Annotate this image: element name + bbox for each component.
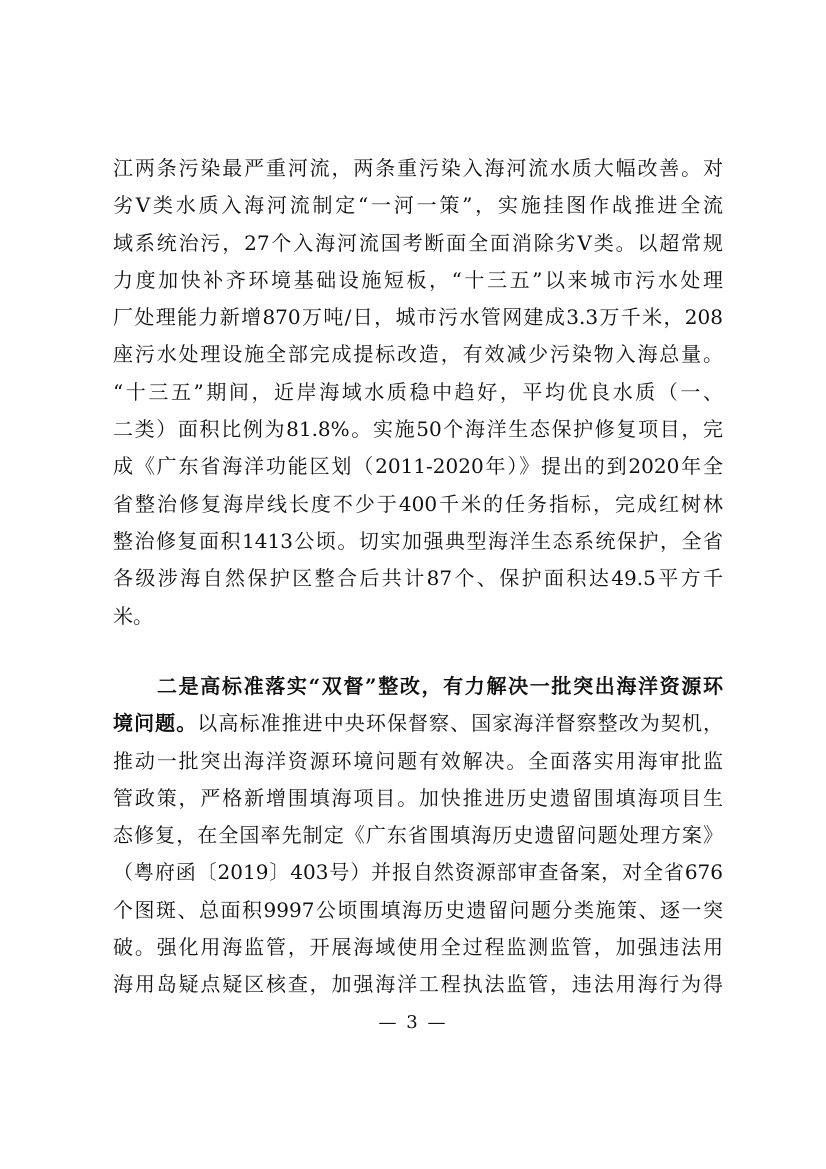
text-line: 米。 xyxy=(113,603,153,628)
text-line: 各级涉海自然保护区整合后共计87个、保护面积达49.5平方千 xyxy=(113,566,723,591)
paragraph-2 xyxy=(113,668,723,1004)
text-line xyxy=(113,705,723,742)
text-line: 破。强化用海监管，开展海域使用全过程监测监管，加强违法用 xyxy=(113,935,723,960)
text-line: （粤府函〔2019〕403号）并报自然资源部审查备案，对全省676 xyxy=(113,860,723,885)
section-heading-line: 二是高标准落实“双督”整改，有力解决一批突出海洋资源环 xyxy=(157,674,723,698)
text-line: 推动一批突出海洋资源环境问题有效解决。全面落实用海审批监 xyxy=(113,748,723,773)
text-run: 以高标准推进中央环保督察、国家海洋督察整改为契机， xyxy=(197,711,724,736)
page-number: — 3 — xyxy=(378,1012,448,1033)
text-line: 个图斑、总面积9997公顷围填海历史遗留问题分类施策、逐一突 xyxy=(113,897,723,922)
text-line: 江两条污染最严重河流，两条重污染入海河流水质大幅改善。对 xyxy=(113,156,723,180)
section-heading-end: 境问题。 xyxy=(113,711,198,736)
text-line: 成《广东省海洋功能区划（2011-2020年）》提出的到2020年全 xyxy=(113,454,723,479)
text-line: 态修复，在全国率先制定《广东省围填海历史遗留问题处理方案》 xyxy=(113,823,723,848)
text-line: 管政策，严格新增围填海项目。加快推进历史遗留围填海项目生 xyxy=(113,785,723,810)
text-line: 省整治修复海岸线长度不少于400千米的任务指标，完成红树林 xyxy=(113,491,723,516)
text-line: 劣Ⅴ类水质入海河流制定“一河一策”，实施挂图作战推进全流 xyxy=(113,193,723,218)
paragraph-1 xyxy=(113,150,723,635)
text-line: 座污水处理设施全部完成提标改造，有效减少污染物入海总量。 xyxy=(113,342,723,367)
text-line: “十三五”期间，近岸海域水质稳中趋好，平均优良水质（一、 xyxy=(113,379,723,404)
text-line: 域系统治污，27个入海河流国考断面全面消除劣Ⅴ类。以超常规 xyxy=(113,230,723,255)
text-line: 力度加快补齐环境基础设施短板，“十三五”以来城市污水处理 xyxy=(113,267,723,292)
text-line: 厂处理能力新增870万吨/日，城市污水管网建成3.3万千米，208 xyxy=(113,305,723,330)
text-line: 海用岛疑点疑区核查，加强海洋工程执法监管，违法用海行为得 xyxy=(113,972,723,997)
text-line: 二类）面积比例为81.8%。实施50个海洋生态保护修复项目，完 xyxy=(113,417,723,442)
text-line: 整治修复面积1413公顷。切实加强典型海洋生态系统保护，全省 xyxy=(113,528,723,553)
